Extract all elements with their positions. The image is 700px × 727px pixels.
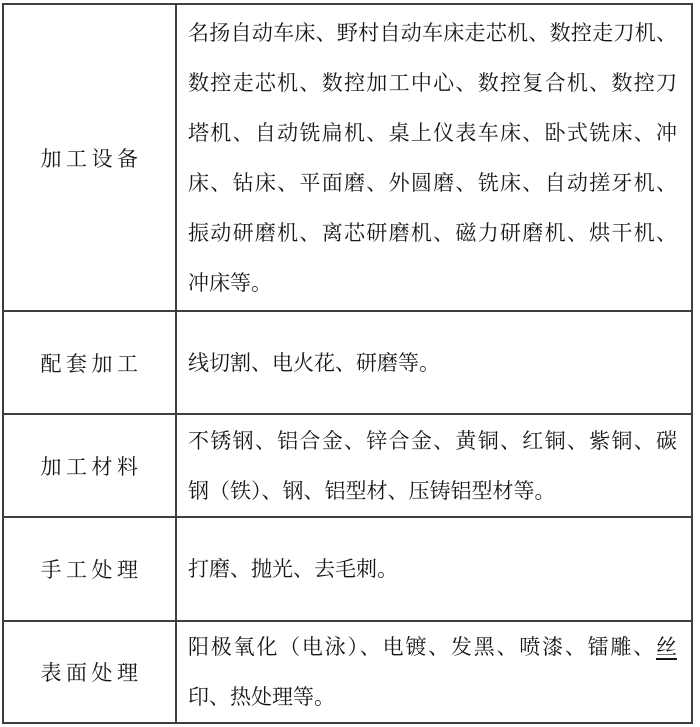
- row-label-text: 加工材料: [40, 454, 143, 479]
- capabilities-table: [2, 3, 693, 724]
- row-label-surface-treatment: [4, 622, 177, 722]
- row-content-supporting-processing: [177, 312, 691, 413]
- content-line: 印、热处理等。: [188, 685, 335, 709]
- content-line: 不锈钢、铝合金、锌合金、黄铜、红铜、紫铜、碳: [188, 428, 677, 453]
- row-label-text: 加工设备: [40, 146, 143, 171]
- row-label-supporting-processing: [4, 312, 177, 413]
- content-line: 床、钻床、平面磨、外圆磨、铣床、自动搓牙机、: [188, 170, 677, 195]
- table-row: [4, 5, 691, 312]
- row-label-processing-materials: [4, 415, 177, 516]
- content-line: 打磨、抛光、去毛刺。: [188, 557, 398, 581]
- content-line: [188, 622, 677, 672]
- row-content-processing-equipment: [177, 5, 691, 310]
- content-line: 数控走芯机、数控加工中心、数控复合机、数控刀: [188, 70, 677, 95]
- table-row: [4, 415, 691, 518]
- row-label-text: 表面处理: [40, 661, 143, 685]
- row-content-surface-treatment: [177, 622, 691, 722]
- content-line: 振动研磨机、离芯研磨机、磁力研磨机、烘干机、: [188, 220, 677, 245]
- content-line: 钢（铁）、钢、铝型材、压铸铝型材等。: [188, 478, 556, 503]
- text-part: 阳极氧化（电泳）、电镀、发黑、喷漆、镭雕、: [188, 635, 656, 659]
- content-line: 塔机、自动铣扁机、桌上仪表车床、卧式铣床、冲: [188, 120, 677, 145]
- row-content-manual-processing: [177, 518, 691, 620]
- row-content-processing-materials: [177, 415, 691, 516]
- table-row: [4, 312, 691, 415]
- content-line: 冲床等。: [188, 270, 272, 295]
- underlined-text: 丝: [656, 635, 677, 659]
- row-label-manual-processing: [4, 518, 177, 620]
- row-label-text: 配套加工: [40, 351, 143, 376]
- content-line: 名扬自动车床、野村自动车床走芯机、数控走刀机、: [188, 20, 677, 45]
- table-row: [4, 622, 691, 722]
- content-line: 线切割、电火花、研磨等。: [188, 350, 440, 375]
- row-label-processing-equipment: [4, 5, 177, 310]
- row-label-text: 手工处理: [40, 558, 143, 582]
- table-row: [4, 518, 691, 622]
